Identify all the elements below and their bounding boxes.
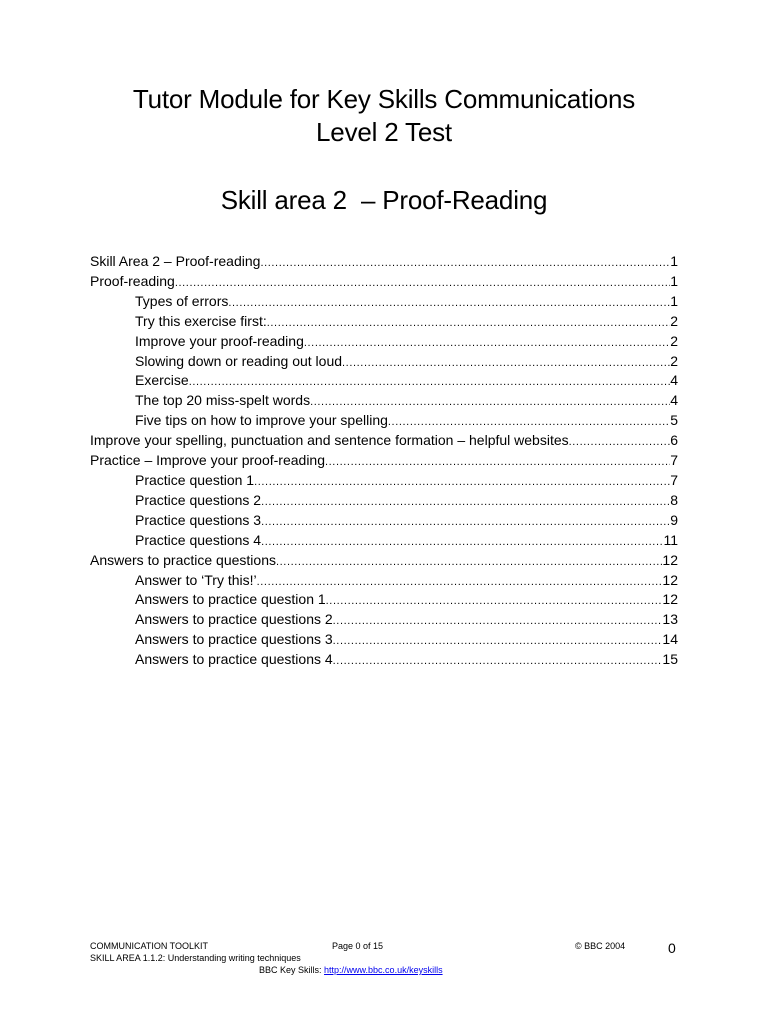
toc-entry-label: Answers to practice questions 4: [135, 651, 333, 668]
toc-dot-leader: [260, 255, 670, 273]
toc-entry-label: Answers to practice questions: [90, 551, 276, 568]
toc-entry-page: 2: [670, 352, 678, 369]
toc-entry-label: Improve your spelling, punctuation and sentence formation – helpful websites: [90, 432, 569, 449]
toc-entry[interactable]: [90, 472, 678, 492]
toc-dot-leader: [261, 494, 670, 512]
toc-dot-leader: [267, 315, 670, 333]
toc-entry[interactable]: [90, 572, 678, 592]
toc-dot-leader: [333, 613, 663, 631]
toc-entry-label: Slowing down or reading out loud: [135, 352, 343, 369]
toc-dot-leader: [175, 275, 670, 293]
toc-entry-page: 15: [662, 651, 678, 668]
toc-entry[interactable]: [90, 253, 678, 273]
toc-entry-label: Practice questions 3: [135, 511, 262, 528]
toc-entry[interactable]: [90, 372, 678, 392]
toc-dot-leader: [276, 554, 662, 572]
toc-entry[interactable]: [90, 611, 678, 631]
toc-entry-page: 8: [670, 491, 678, 508]
footer-skill-area: SKILL AREA 1.1.2: Understanding writing techniques: [90, 953, 301, 963]
toc-entry-label: Types of errors: [135, 292, 229, 309]
toc-entry[interactable]: [90, 552, 678, 572]
toc-entry-label: Practice – Improve your proof-reading: [90, 452, 325, 469]
toc-entry-page: 4: [670, 392, 678, 409]
keyskills-link[interactable]: http://www.bbc.co.uk/keyskills: [324, 965, 443, 975]
toc-entry-label: Answer to ‘Try this!’: [135, 571, 257, 588]
toc-dot-leader: [261, 534, 663, 552]
toc-entry[interactable]: [90, 333, 678, 353]
toc-dot-leader: [189, 374, 671, 392]
toc-entry-page: 12: [662, 551, 678, 568]
toc-dot-leader: [388, 414, 670, 432]
toc-entry[interactable]: [90, 631, 678, 651]
toc-entry-page: 2: [670, 332, 678, 349]
toc-entry[interactable]: [90, 452, 678, 472]
toc-entry-page: 14: [662, 631, 678, 648]
footer-toolkit-label: COMMUNICATION TOOLKIT: [90, 941, 209, 951]
toc-entry-page: 9: [670, 511, 678, 528]
toc-dot-leader: [254, 474, 670, 492]
toc-entry[interactable]: [90, 273, 678, 293]
toc-entry[interactable]: [90, 412, 678, 432]
toc-entry-page: 5: [670, 412, 678, 429]
toc-dot-leader: [326, 593, 663, 611]
toc-entry-label: Answers to practice questions 3: [135, 631, 333, 648]
toc-entry[interactable]: [90, 293, 678, 313]
table-of-contents: [90, 253, 678, 671]
toc-entry-label: Proof-reading: [90, 272, 175, 289]
toc-entry-page: 1: [670, 292, 678, 309]
toc-entry[interactable]: [90, 492, 678, 512]
toc-entry-page: 6: [670, 432, 678, 449]
toc-entry-page: 7: [670, 471, 678, 488]
toc-entry-label: The top 20 miss-spelt words: [135, 392, 311, 409]
toc-dot-leader: [304, 335, 670, 353]
footer-keyskills-line: [259, 965, 443, 976]
toc-entry-label: Five tips on how to improve your spelling: [135, 412, 388, 429]
toc-entry-label: Practice questions 4: [135, 531, 262, 548]
toc-entry-page: 12: [662, 571, 678, 588]
toc-dot-leader: [333, 633, 663, 651]
toc-entry-label: Skill Area 2 – Proof-reading: [90, 253, 261, 269]
toc-dot-leader: [569, 434, 671, 452]
toc-entry-label: Practice question 1: [135, 471, 255, 488]
toc-dot-leader: [257, 574, 663, 592]
toc-dot-leader: [310, 394, 670, 412]
toc-entry-label: Improve your proof-reading: [135, 332, 304, 349]
toc-entry-page: 4: [670, 372, 678, 389]
toc-entry-page: 1: [670, 253, 678, 269]
footer-page-count: Page 0 of 15: [332, 941, 384, 951]
toc-entry[interactable]: [90, 392, 678, 412]
toc-entry[interactable]: [90, 353, 678, 373]
toc-dot-leader: [228, 295, 670, 313]
toc-entry-page: 1: [670, 272, 678, 289]
toc-dot-leader: [342, 355, 670, 373]
toc-entry-page: 12: [662, 591, 678, 608]
toc-entry-label: Try this exercise first:: [135, 312, 267, 329]
footer-page-number: 0: [668, 940, 676, 956]
toc-entry-page: 7: [670, 452, 678, 469]
toc-dot-leader: [261, 514, 670, 532]
toc-entry[interactable]: [90, 313, 678, 333]
footer-copyright: © BBC 2004: [575, 941, 626, 951]
toc-entry[interactable]: [90, 591, 678, 611]
toc-entry-label: Answers to practice questions 2: [135, 611, 333, 628]
toc-entry[interactable]: [90, 651, 678, 671]
toc-entry[interactable]: [90, 512, 678, 532]
section-heading: Skill area 2 – Proof-Reading: [220, 185, 548, 215]
footer-keyskills-label: BBC Key Skills:: [259, 965, 325, 975]
title-line-1: Tutor Module for Key Skills Communications: [132, 84, 636, 114]
toc-entry-page: 11: [663, 531, 678, 548]
toc-dot-leader: [325, 454, 670, 472]
toc-entry-label: Practice questions 2: [135, 491, 262, 508]
toc-entry[interactable]: [90, 432, 678, 452]
title-line-2: Level 2 Test: [316, 117, 452, 147]
toc-entry-page: 2: [670, 312, 678, 329]
toc-entry[interactable]: [90, 532, 678, 552]
toc-entry-label: Exercise: [135, 372, 189, 389]
toc-entry-page: 13: [662, 611, 678, 628]
toc-dot-leader: [333, 653, 663, 671]
toc-entry-label: Answers to practice question 1: [135, 591, 326, 608]
